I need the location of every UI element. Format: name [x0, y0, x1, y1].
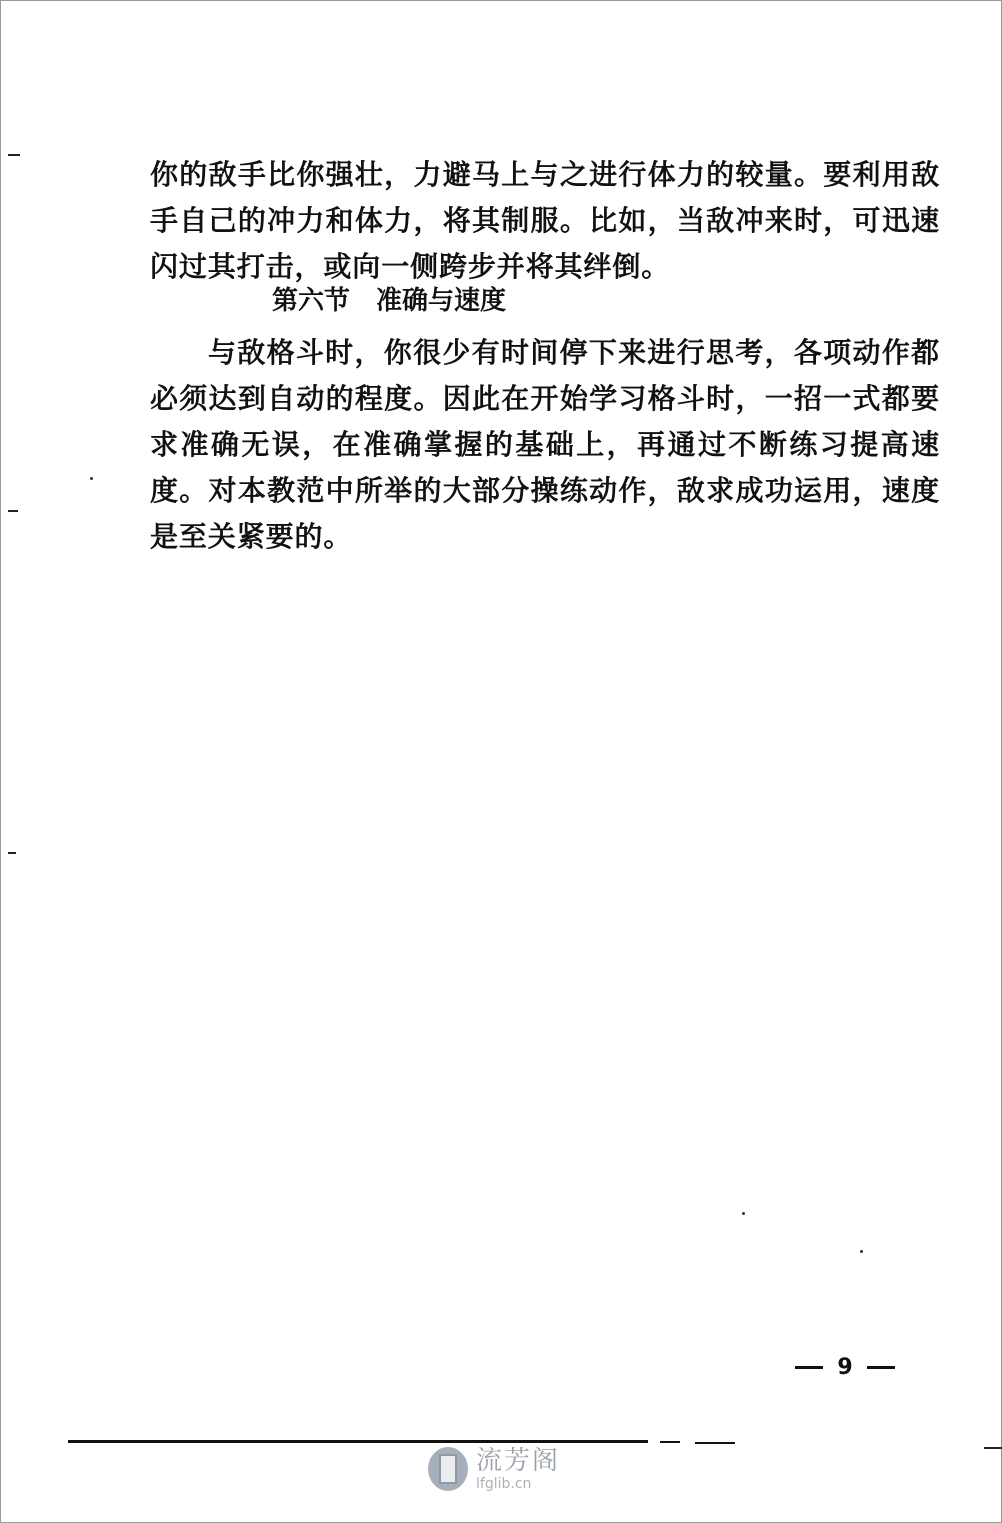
bottom-rule — [695, 1442, 735, 1444]
margin-mark — [8, 154, 20, 156]
bottom-rule — [660, 1441, 680, 1443]
speck — [742, 1212, 745, 1215]
speck — [90, 477, 93, 480]
section-heading: 第六节 准确与速度 — [272, 286, 507, 316]
paragraph: 你的敌手比你强壮，力避马上与之进行体力的较量。要利用敌手自己的冲力和体力，将其制服。比如，当敌冲来时，可迅速闪过其打击，或向一侧跨步并将其绊倒。 — [150, 158, 940, 283]
page-number — [790, 1352, 900, 1382]
page-number-value: 9 — [837, 1354, 853, 1380]
watermark — [428, 1440, 598, 1498]
watermark-url: lfglib.cn — [476, 1475, 532, 1492]
margin-mark — [984, 1447, 1002, 1449]
paragraph: 与敌格斗时，你很少有时间停下来进行思考，各项动作都必须达到自动的程度。因此在开始学习格斗时，一招一式都要求准确无误，在准确掌握的基础上，再通过不断练习提高速度。对本教范中所举的大部分操练动作，敌求成功运用，速度是至关紧要的。 — [150, 336, 940, 553]
book-icon — [428, 1447, 468, 1491]
margin-mark — [8, 510, 18, 512]
speck — [860, 1250, 863, 1253]
dash-left — [795, 1366, 823, 1369]
dash-right — [867, 1366, 895, 1369]
watermark-name: 流芳阁 — [476, 1445, 561, 1476]
margin-mark — [8, 852, 16, 854]
